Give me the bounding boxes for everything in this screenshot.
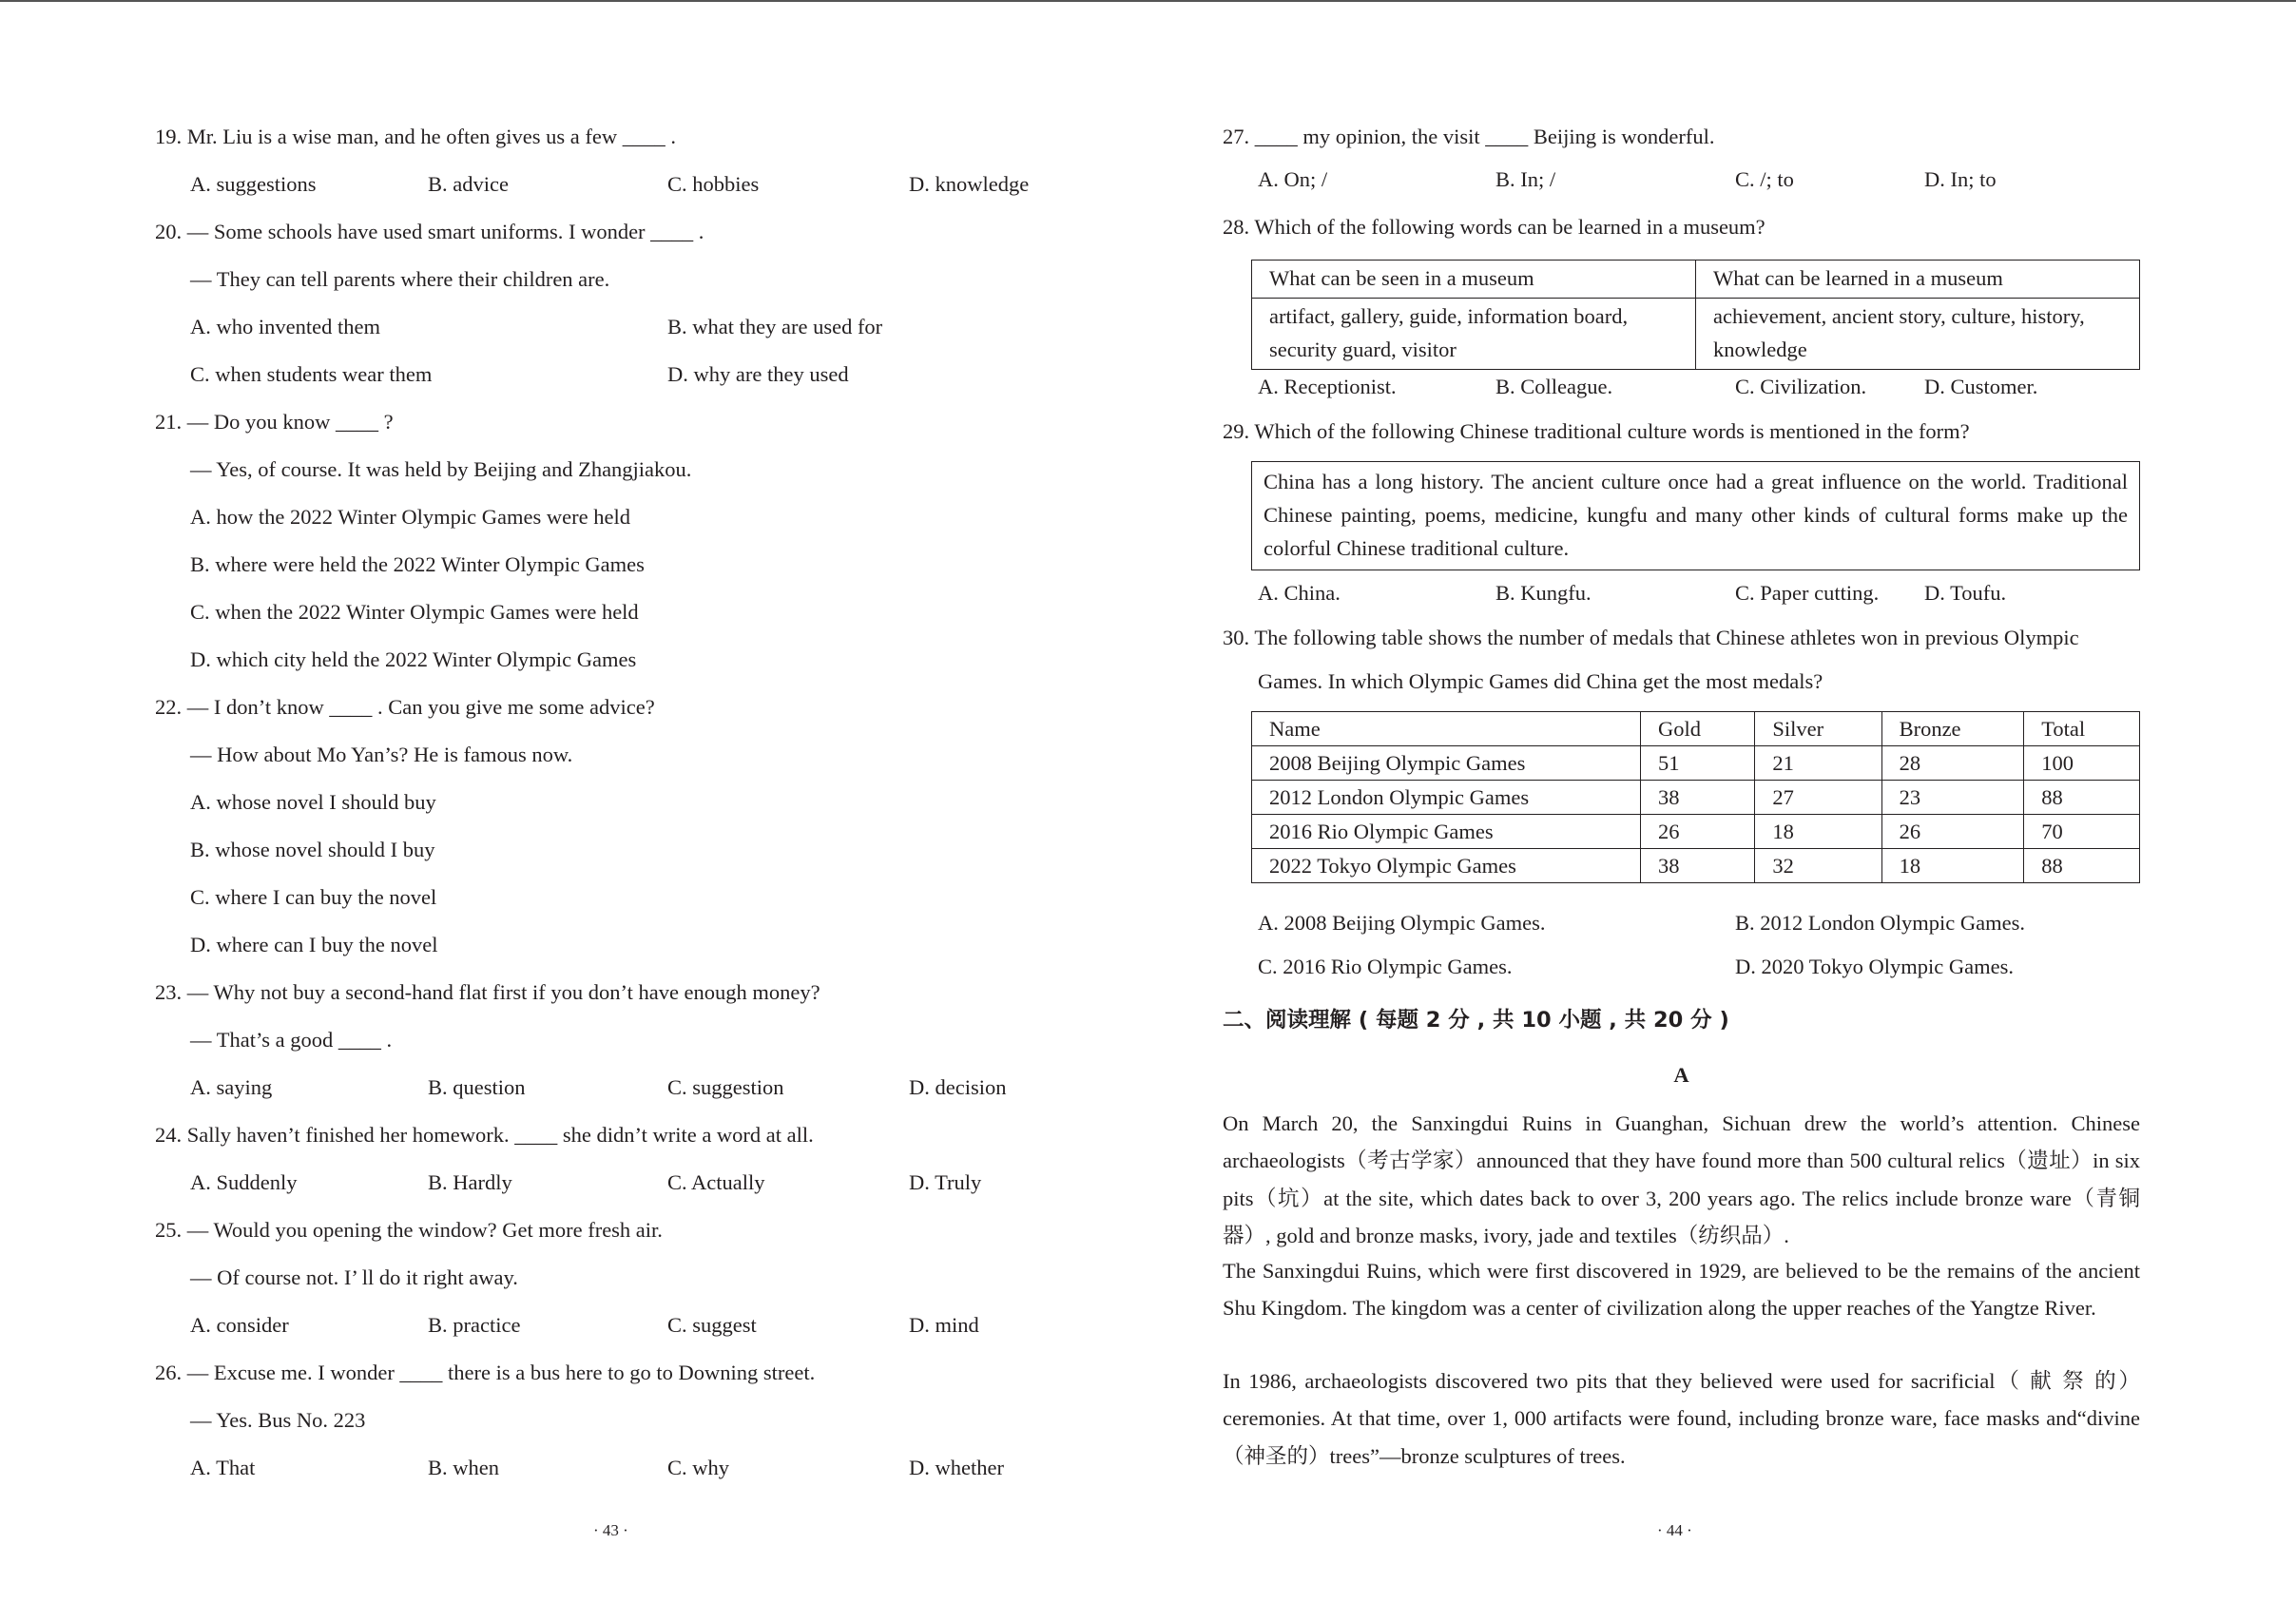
q28-option-d: D. Customer. <box>1924 375 2038 398</box>
cell-name: 2022 Tokyo Olympic Games <box>1252 849 1641 883</box>
cell-name: 2016 Rio Olympic Games <box>1252 815 1641 849</box>
q23-option-d: D. decision <box>909 1075 1007 1099</box>
q29-option-d: D. Toufu. <box>1924 581 2007 605</box>
cell-silver: 32 <box>1755 849 1881 883</box>
q21-option-a: A. how the 2022 Winter Olympic Games were held <box>190 505 630 529</box>
page-number-left: · 43 · <box>593 1521 628 1539</box>
cell-bronze: 18 <box>1881 849 2024 883</box>
question-26-reply: — Yes. Bus No. 223 <box>190 1408 366 1432</box>
q30-option-a: A. 2008 Beijing Olympic Games. <box>1258 911 1546 935</box>
question-26-stem: 26. — Excuse me. I wonder ____ there is a bus here to go to Downing street. <box>155 1361 816 1384</box>
museum-words-table <box>1251 260 2140 370</box>
q19-option-d: D. knowledge <box>909 172 1030 196</box>
q30-option-d: D. 2020 Tokyo Olympic Games. <box>1735 955 2014 978</box>
q28-option-c: C. Civilization. <box>1735 375 1867 398</box>
cell-name: 2008 Beijing Olympic Games <box>1252 746 1641 781</box>
medals-table <box>1251 711 2140 883</box>
q24-option-d: D. Truly <box>909 1170 982 1194</box>
q25-option-d: D. mind <box>909 1313 979 1337</box>
q26-option-a: A. That <box>190 1456 256 1479</box>
header-bronze: Bronze <box>1881 712 2024 746</box>
cell-total: 100 <box>2024 746 2140 781</box>
cell-total: 70 <box>2024 815 2140 849</box>
header-total: Total <box>2024 712 2140 746</box>
question-25-stem: 25. — Would you opening the window? Get more fresh air. <box>155 1218 663 1242</box>
cell-gold: 51 <box>1641 746 1755 781</box>
header-silver: Silver <box>1755 712 1881 746</box>
q30-option-b: B. 2012 London Olympic Games. <box>1735 911 2025 935</box>
q24-option-a: A. Suddenly <box>190 1170 298 1194</box>
q24-option-b: B. Hardly <box>428 1170 512 1194</box>
passage-label: A <box>1673 1063 1689 1087</box>
q21-option-c: C. when the 2022 Winter Olympic Games were held <box>190 600 639 624</box>
cell-silver: 27 <box>1755 781 1881 815</box>
question-21-stem: 21. — Do you know ____ ? <box>155 410 394 434</box>
q25-option-b: B. practice <box>428 1313 521 1337</box>
question-30-stem-line2: Games. In which Olympic Games did China get the most medals? <box>1258 669 1823 693</box>
table-header-learned: What can be learned in a museum <box>1696 261 2140 299</box>
table-row <box>1252 815 2140 849</box>
q28-option-a: A. Receptionist. <box>1258 375 1397 398</box>
q29-option-a: A. China. <box>1258 581 1341 605</box>
question-30-stem-line1: 30. The following table shows the number of medals that Chinese athletes won in previous Olympic <box>1223 626 2079 649</box>
q22-option-b: B. whose novel should I buy <box>190 838 435 861</box>
cell-bronze: 26 <box>1881 815 2024 849</box>
q27-option-b: B. In; / <box>1495 167 1556 191</box>
cell-gold: 38 <box>1641 849 1755 883</box>
q22-option-c: C. where I can buy the novel <box>190 885 437 909</box>
question-28-stem: 28. Which of the following words can be learned in a museum? <box>1223 215 1765 239</box>
table-row <box>1252 781 2140 815</box>
culture-textbox: China has a long history. The ancient culture once had a great influence on the world. Traditional Chinese painting, poems, medicine, kungfu and many other kinds of cultural forms make up the colorful Chinese traditional culture. <box>1251 461 2140 570</box>
q29-option-b: B. Kungfu. <box>1495 581 1592 605</box>
question-24-stem: 24. Sally haven’t finished her homework. ____ she didn’t write a word at all. <box>155 1123 814 1147</box>
q28-option-b: B. Colleague. <box>1495 375 1613 398</box>
q26-option-b: B. when <box>428 1456 499 1479</box>
page-number-right: · 44 · <box>1657 1521 1692 1539</box>
q23-option-a: A. saying <box>190 1075 273 1099</box>
q26-option-d: D. whether <box>909 1456 1004 1479</box>
top-border <box>0 0 2296 2</box>
q23-option-c: C. suggestion <box>667 1075 784 1099</box>
q27-option-d: D. In; to <box>1924 167 1997 191</box>
table-row <box>1252 746 2140 781</box>
q25-option-a: A. consider <box>190 1313 289 1337</box>
question-23-reply: — That’s a good ____ . <box>190 1028 393 1052</box>
header-gold: Gold <box>1641 712 1755 746</box>
q27-option-c: C. /; to <box>1735 167 1794 191</box>
cell-silver: 21 <box>1755 746 1881 781</box>
q26-option-c: C. why <box>667 1456 730 1479</box>
q19-option-b: B. advice <box>428 172 509 196</box>
cell-gold: 38 <box>1641 781 1755 815</box>
q20-option-d: D. why are they used <box>667 362 849 386</box>
question-21-reply: — Yes, of course. It was held by Beijing and Zhangjiakou. <box>190 457 692 481</box>
cell-total: 88 <box>2024 781 2140 815</box>
section-title: 二、阅读理解 ( 每题 2 分 , 共 10 小题 , 共 20 分 ) <box>1223 1008 1729 1033</box>
question-22-stem: 22. — I don’t know ____ . Can you give me some advice? <box>155 695 655 719</box>
q24-option-c: C. Actually <box>667 1170 765 1194</box>
q19-option-c: C. hobbies <box>667 172 760 196</box>
q23-option-b: B. question <box>428 1075 526 1099</box>
question-23-stem: 23. — Why not buy a second-hand flat first if you don’t have enough money? <box>155 980 820 1004</box>
q22-option-d: D. where can I buy the novel <box>190 933 438 956</box>
q20-option-a: A. who invented them <box>190 315 380 338</box>
cell-total: 88 <box>2024 849 2140 883</box>
question-20-stem: 20. — Some schools have used smart uniforms. I wonder ____ . <box>155 220 704 243</box>
q29-option-c: C. Paper cutting. <box>1735 581 1880 605</box>
cell-silver: 18 <box>1755 815 1881 849</box>
table-cell-learned: achievement, ancient story, culture, history, knowledge <box>1696 298 2140 369</box>
question-19-stem: 19. Mr. Liu is a wise man, and he often gives us a few ____ . <box>155 125 677 148</box>
passage-paragraph-3: In 1986, archaeologists discovered two pits that they believed were used for sacrificial（ 献 祭 的）ceremonies. At that time, over 1, 000 artifacts were found, including bronze ware, face masks and“divine（神圣的）trees”—bronze sculptures of trees. <box>1223 1369 2140 1468</box>
table-header-seen: What can be seen in a museum <box>1252 261 1696 299</box>
cell-bronze: 28 <box>1881 746 2024 781</box>
medals-table-header <box>1252 712 2140 746</box>
q27-option-a: A. On; / <box>1258 167 1328 191</box>
table-cell-seen: artifact, gallery, guide, information board, security guard, visitor <box>1252 298 1696 369</box>
cell-name: 2012 London Olympic Games <box>1252 781 1641 815</box>
question-29-stem: 29. Which of the following Chinese traditional culture words is mentioned in the form? <box>1223 419 1970 443</box>
header-name: Name <box>1252 712 1641 746</box>
question-20-reply: — They can tell parents where their children are. <box>190 267 610 291</box>
q25-option-c: C. suggest <box>667 1313 757 1337</box>
cell-gold: 26 <box>1641 815 1755 849</box>
q22-option-a: A. whose novel I should buy <box>190 790 436 814</box>
q19-option-a: A. suggestions <box>190 172 317 196</box>
q20-option-c: C. when students wear them <box>190 362 433 386</box>
q20-option-b: B. what they are used for <box>667 315 883 338</box>
question-25-reply: — Of course not. I’ ll do it right away. <box>190 1265 518 1289</box>
question-22-reply: — How about Mo Yan’s? He is famous now. <box>190 743 573 766</box>
passage-paragraph-2: The Sanxingdui Ruins, which were first discovered in 1929, are believed to be the remains of the ancient Shu Kingdom. The kingdom was a center of civilization along the upper reaches of the Yangtze River. <box>1223 1259 2140 1321</box>
table-row <box>1252 849 2140 883</box>
passage-paragraph-1: On March 20, the Sanxingdui Ruins in Guanghan, Sichuan drew the world’s attention. Chinese archaeologists（考古学家）announced that they have found more than 500 cultural relics（遗址）in six pits（坑）at the site, which dates back to over 3, 200 years ago. The relics include bronze ware（青铜器）, gold and bronze masks, ivory, jade and textiles（纺织品）. <box>1223 1111 2140 1248</box>
q21-option-b: B. where were held the 2022 Winter Olympic Games <box>190 552 645 576</box>
cell-bronze: 23 <box>1881 781 2024 815</box>
q21-option-d: D. which city held the 2022 Winter Olympic Games <box>190 647 637 671</box>
question-27-stem: 27. ____ my opinion, the visit ____ Beijing is wonderful. <box>1223 125 1715 148</box>
q30-option-c: C. 2016 Rio Olympic Games. <box>1258 955 1513 978</box>
